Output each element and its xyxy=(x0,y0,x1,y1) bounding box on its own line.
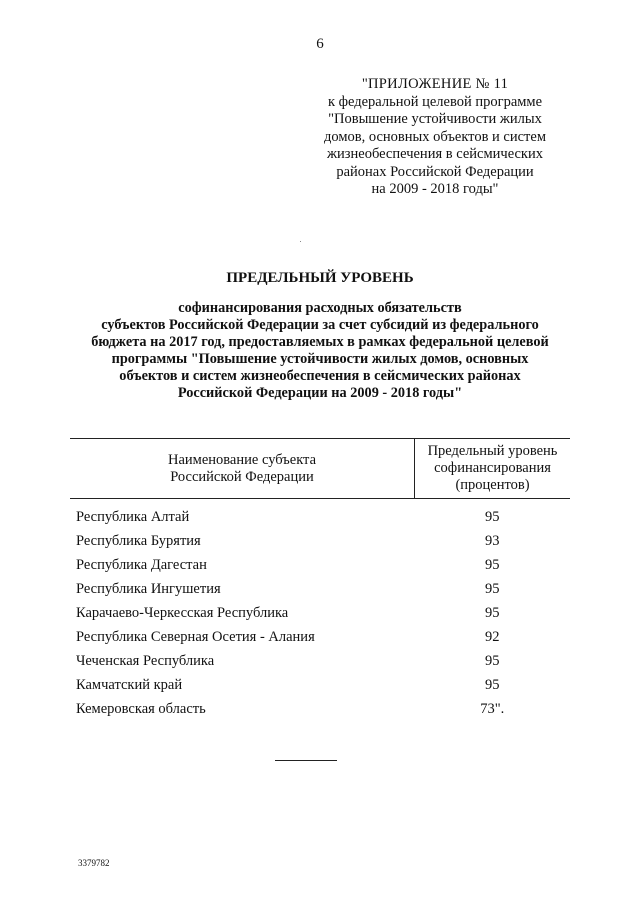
subject-name-cell: Камчатский край xyxy=(76,677,183,693)
appendix-line: домов, основных объектов и систем xyxy=(323,128,547,145)
appendix-line: на 2009 - 2018 годы" xyxy=(371,181,499,197)
header-line: софинансирования xyxy=(434,460,551,476)
header-line: Российской Федерации xyxy=(170,468,314,485)
level-value-cell: 93 xyxy=(485,533,500,549)
appendix-block xyxy=(300,76,570,199)
table-row xyxy=(70,553,570,577)
subtitle-line: субъектов Российской Федерации за счет субсидий из федерального xyxy=(101,317,539,333)
appendix-heading: "ПРИЛОЖЕНИЕ № 11 xyxy=(361,76,509,92)
appendix-line: районах Российской Федерации xyxy=(336,163,534,180)
cofinancing-table-container xyxy=(70,438,570,721)
subject-name-cell: Республика Дагестан xyxy=(76,557,207,573)
subtitle-line: бюджета на 2017 год, предоставляемых в рамках федеральной целевой xyxy=(91,334,549,350)
header-line: Наименование субъекта xyxy=(167,451,317,468)
subject-name-cell: Карачаево-Черкесская Республика xyxy=(76,605,289,621)
level-value-cell: 95 xyxy=(485,509,500,525)
header-line: (процентов) xyxy=(455,477,530,493)
column-header-level xyxy=(415,439,571,499)
subtitle-line: Российской Федерации на 2009 - 2018 годы" xyxy=(177,385,463,401)
appendix-line: к федеральной целевой программе xyxy=(327,93,543,110)
level-value-cell: 95 xyxy=(485,605,500,621)
subject-name-cell: Республика Бурятия xyxy=(76,533,201,549)
level-value-cell: 95 xyxy=(485,677,500,693)
appendix-line: "Повышение устойчивости жилых xyxy=(328,111,542,127)
document-subtitle xyxy=(60,300,580,402)
table-row xyxy=(70,697,570,721)
subject-name-cell: Республика Алтай xyxy=(76,509,190,525)
table-header-row xyxy=(70,439,570,499)
subtitle-line: объектов и систем жизнеобеспечения в сейсмических районах xyxy=(119,368,521,384)
subject-name-cell: Чеченская Республика xyxy=(76,653,215,669)
subtitle-line: софинансирования расходных обязательств xyxy=(178,300,462,316)
level-value-cell: 95 xyxy=(485,557,500,573)
document-code: 3379782 xyxy=(78,858,110,868)
level-value-cell: 95 xyxy=(485,653,500,669)
subject-name-cell: Кемеровская область xyxy=(76,701,206,717)
level-value-cell: 73". xyxy=(480,701,505,717)
header-line: Предельный уровень xyxy=(427,443,558,459)
subject-name-cell: Республика Ингушетия xyxy=(76,581,221,597)
table-row xyxy=(70,649,570,673)
column-header-subject xyxy=(70,439,415,499)
scan-speck xyxy=(300,241,301,242)
table-row xyxy=(70,577,570,601)
table-row xyxy=(70,625,570,649)
level-value-cell: 95 xyxy=(485,581,500,597)
table-row xyxy=(70,529,570,553)
table-row xyxy=(70,499,570,530)
level-value-cell: 92 xyxy=(485,629,500,645)
table-row xyxy=(70,601,570,625)
table-row xyxy=(70,673,570,697)
document-title: ПРЕДЕЛЬНЫЙ УРОВЕНЬ xyxy=(226,270,414,286)
closing-rule xyxy=(275,760,337,761)
subject-name-cell: Республика Северная Осетия - Алания xyxy=(76,629,315,645)
subtitle-line: программы "Повышение устойчивости жилых домов, основных xyxy=(111,351,529,367)
appendix-line: жизнеобеспечения в сейсмических xyxy=(327,146,543,162)
page-number: 6 xyxy=(316,36,324,52)
cofinancing-table xyxy=(70,438,570,721)
